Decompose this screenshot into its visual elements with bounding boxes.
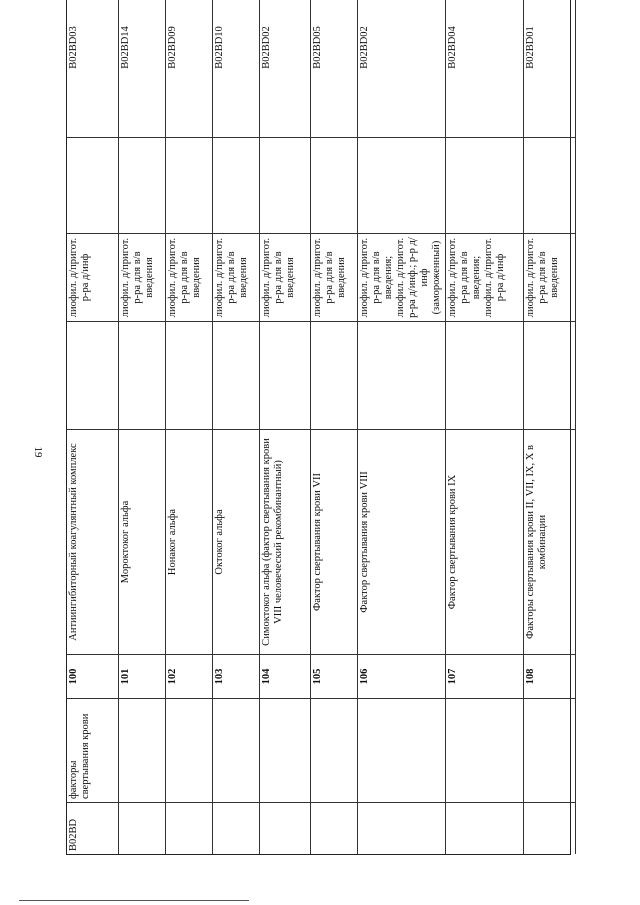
empty-cell [119,137,166,233]
dosage-form: лиофил. д/пригот. р-ра для в/в введения [119,233,166,321]
dosage-form: лиофил. д/пригот. р-ра для в/в введения; лиофил. д/пригот. р-ра д/инф.; р-р д/инф (замороженный) [358,233,446,321]
empty-cell [358,698,446,802]
atc-code: B02BD02 [260,0,311,137]
dosage-form: лиофил. д/пригот. р-ра для в/в введения [260,233,311,321]
atc-code: B02BD03 [67,0,119,137]
row-num: 103 [213,654,260,698]
drug-name: Фактор свертывания крови VIII [358,429,446,654]
dosage-form: лиофил. д/пригот. р-ра для в/в введения [311,233,358,321]
empty-cell [446,698,524,802]
row-num: 105 [311,654,358,698]
drug-name: Антиингибиторный коагулянтный комплекс [67,429,119,654]
empty-cell [213,802,260,854]
atc-code: B02BD14 [119,0,166,137]
empty-cell [524,137,576,233]
empty-cell [446,321,524,429]
empty-cell [311,137,358,233]
drug-table [66,0,571,855]
empty-cell [311,698,358,802]
row-num: 101 [119,654,166,698]
row-num: 102 [166,654,213,698]
drug-name: Фактор свертывания крови VII [311,429,358,654]
empty-cell [524,321,576,429]
dosage-form: лиофил. д/пригот. р-ра д/инф [67,233,119,321]
dosage-form: лиофил. д/пригот. р-ра для в/в введения; лиофил. д/пригот. р-ра д/инф [446,233,524,321]
empty-cell [166,698,213,802]
row-num: 106 [358,654,446,698]
group-name-cell: факторы свертывания крови [67,698,119,802]
empty-cell [260,698,311,802]
empty-cell [446,137,524,233]
empty-cell [524,802,576,854]
footer-rule [19,900,249,901]
atc-code: B02BD04 [446,0,524,137]
atc-code: B02BD05 [311,0,358,137]
drug-name: Октоког альфа [213,429,260,654]
empty-cell [119,321,166,429]
atc-code: B02BD10 [213,0,260,137]
empty-cell [119,698,166,802]
page-number: 19 [32,446,44,458]
empty-cell [213,698,260,802]
row-num: 108 [524,654,576,698]
drug-name: Факторы свертывания крови II, VII, IX, X в комбинации [524,429,576,654]
empty-cell [213,137,260,233]
empty-cell [213,321,260,429]
empty-cell [166,802,213,854]
row-num: 100 [67,654,119,698]
empty-cell [260,137,311,233]
empty-cell [166,321,213,429]
empty-cell [446,802,524,854]
empty-cell [311,321,358,429]
empty-cell [67,137,119,233]
empty-cell [311,802,358,854]
empty-cell [119,802,166,854]
drug-name: Нонаког альфа [166,429,213,654]
empty-cell [67,321,119,429]
drug-name: Мороктоког альфа [119,429,166,654]
empty-cell [260,802,311,854]
row-num: 107 [446,654,524,698]
empty-cell [358,802,446,854]
dosage-form: лиофил. д/пригот. р-ра для в/в введения [166,233,213,321]
drug-name: Фактор свертывания крови IX [446,429,524,654]
dosage-form: лиофил. д/пригот. р-ра для в/в введения [524,233,576,321]
empty-cell [166,137,213,233]
empty-cell [358,137,446,233]
group-code-cell: B02BD [67,802,119,854]
empty-cell [260,321,311,429]
atc-code: B02BD09 [166,0,213,137]
row-num: 104 [260,654,311,698]
drug-name: Симоктоког альфа (фактор свертывания крови VIII человеческий рекомбинантный) [260,429,311,654]
empty-cell [358,321,446,429]
atc-code: B02BD01 [524,0,576,137]
atc-code: B02BD02 [358,0,446,137]
empty-cell [524,698,576,802]
dosage-form: лиофил. д/пригот. р-ра для в/в введения [213,233,260,321]
